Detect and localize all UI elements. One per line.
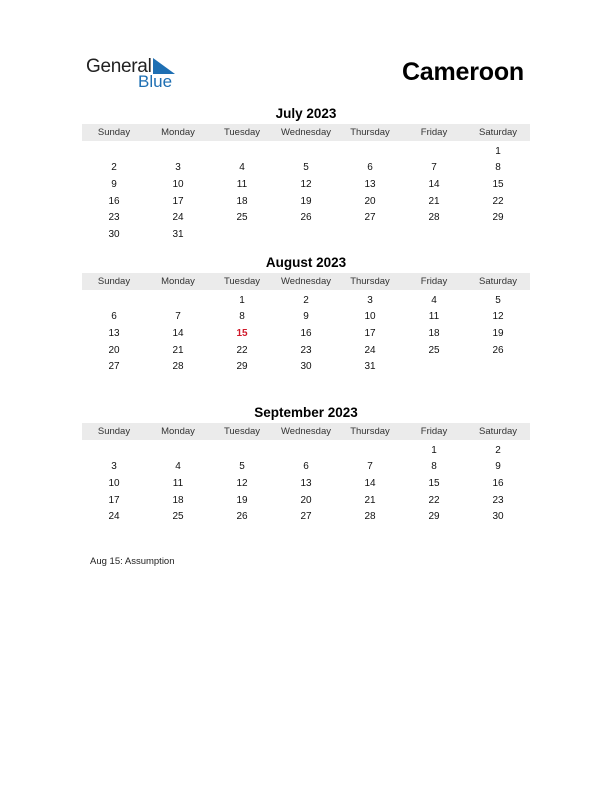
day-cell: 24 [172,212,184,224]
brand-logo [86,56,186,92]
week-row [82,342,530,359]
weekday-label: Tuesday [223,426,261,437]
weekday-label: Friday [420,426,448,437]
day-cell: 6 [111,311,117,323]
day-cell: 8 [495,162,501,174]
day-cell: 7 [431,162,437,174]
day-cell: 26 [492,344,504,356]
weekday-label: Friday [420,276,448,287]
day-cell: 8 [239,311,245,323]
day-cell: 25 [236,212,248,224]
day-cell: 4 [239,162,245,174]
weekday-label: Monday [161,426,195,437]
day-cell: 20 [300,494,312,506]
day-cell: 4 [175,461,181,473]
weekday-label: Sunday [97,127,131,138]
weekday-label: Monday [161,127,195,138]
weekday-header [82,124,530,141]
brand-general-text: General [86,56,152,77]
brand-blue-text: Blue [138,72,173,91]
week-row [82,358,530,375]
day-cell: 7 [175,311,181,323]
week-row [82,292,530,309]
day-cell: 28 [172,361,184,373]
holiday-day-cell: 15 [236,327,248,339]
month-grid [82,143,530,243]
day-cell: 5 [239,461,245,473]
day-cell: 26 [236,511,248,523]
day-cell: 30 [300,361,312,373]
month-grid [82,292,530,375]
week-row [82,193,530,210]
day-cell: 17 [108,494,120,506]
day-cell: 18 [236,195,248,207]
month-title: July 2023 [275,106,337,121]
day-cell: 4 [431,294,437,306]
day-cell: 27 [108,361,120,373]
day-cell: 24 [108,511,120,523]
day-cell: 18 [428,327,440,339]
week-row [82,143,530,160]
day-cell: 11 [428,311,440,323]
day-cell: 15 [428,477,440,489]
day-cell: 6 [303,461,309,473]
day-cell: 16 [108,195,120,207]
weekday-label: Wednesday [281,426,331,437]
day-cell: 28 [364,511,376,523]
weekday-label: Thursday [350,127,390,138]
day-cell: 10 [172,178,184,190]
week-row [82,226,530,243]
day-cell: 26 [300,212,312,224]
day-cell: 23 [300,344,312,356]
weekday-label: Wednesday [281,276,331,287]
weekday-label: Sunday [97,426,131,437]
country-title: Cameroon [401,58,524,86]
day-cell: 9 [303,311,309,323]
day-cell: 11 [236,178,248,190]
day-cell: 2 [303,294,309,306]
weekday-label: Saturday [478,276,518,287]
day-cell: 23 [492,494,504,506]
week-row [82,209,530,226]
day-cell: 29 [236,361,248,373]
day-cell: 3 [111,461,117,473]
month-grid [82,442,530,525]
day-cell: 13 [364,178,376,190]
day-cell: 8 [431,461,437,473]
day-cell: 14 [428,178,440,190]
day-cell: 22 [492,195,504,207]
month-title: August 2023 [265,255,347,270]
day-cell: 22 [236,344,248,356]
day-cell: 12 [492,311,504,323]
day-cell: 19 [236,494,248,506]
day-cell: 30 [492,511,504,523]
holiday-notes: Aug 15: Assumption [90,556,175,567]
week-row [82,475,530,492]
day-cell: 2 [495,444,501,456]
weekday-header [82,273,530,290]
day-cell: 20 [108,344,120,356]
week-row [82,508,530,525]
day-cell: 9 [495,461,501,473]
weekday-label: Thursday [350,426,390,437]
weekday-label: Tuesday [223,127,261,138]
weekday-label: Monday [161,276,195,287]
day-cell: 9 [111,178,117,190]
week-row [82,309,530,326]
day-cell: 10 [364,311,376,323]
day-cell: 19 [300,195,312,207]
day-cell: 22 [428,494,440,506]
month-july [82,105,530,243]
day-cell: 3 [367,294,373,306]
day-cell: 19 [492,327,504,339]
day-cell: 6 [367,162,373,174]
day-cell: 21 [428,195,440,207]
day-cell: 13 [300,477,312,489]
day-cell: 17 [364,327,376,339]
day-cell: 24 [364,344,376,356]
week-row [82,492,530,509]
day-cell: 16 [300,327,312,339]
day-cell: 14 [364,477,376,489]
day-cell: 14 [172,327,184,339]
day-cell: 20 [364,195,376,207]
day-cell: 28 [428,212,440,224]
day-cell: 1 [431,444,437,456]
day-cell: 1 [239,294,245,306]
weekday-label: Tuesday [223,276,261,287]
week-row [82,160,530,177]
day-cell: 17 [172,195,184,207]
week-row [82,459,530,476]
month-september [82,404,530,525]
week-row [82,442,530,459]
weekday-label: Saturday [478,127,518,138]
weekday-label: Wednesday [281,127,331,138]
day-cell: 1 [495,145,501,157]
day-cell: 25 [428,344,440,356]
day-cell: 12 [300,178,312,190]
day-cell: 2 [111,162,117,174]
day-cell: 3 [175,162,181,174]
day-cell: 31 [172,228,184,240]
day-cell: 5 [303,162,309,174]
day-cell: 11 [172,477,184,489]
day-cell: 25 [172,511,184,523]
day-cell: 12 [236,477,248,489]
week-row [82,325,530,342]
weekday-label: Sunday [97,276,131,287]
day-cell: 5 [495,294,501,306]
day-cell: 18 [172,494,184,506]
weekday-header [82,423,530,440]
weekday-label: Friday [420,127,448,138]
day-cell: 23 [108,212,120,224]
month-august [82,254,530,375]
weekday-label: Thursday [350,276,390,287]
day-cell: 15 [492,178,504,190]
day-cell: 31 [364,361,376,373]
day-cell: 10 [108,477,120,489]
day-cell: 29 [492,212,504,224]
weekday-label: Saturday [478,426,518,437]
day-cell: 21 [172,344,184,356]
day-cell: 13 [108,327,120,339]
day-cell: 30 [108,228,120,240]
day-cell: 29 [428,511,440,523]
month-title: September 2023 [254,405,358,420]
day-cell: 21 [364,494,376,506]
day-cell: 7 [367,461,373,473]
day-cell: 27 [300,511,312,523]
day-cell: 27 [364,212,376,224]
week-row [82,176,530,193]
day-cell: 16 [492,477,504,489]
